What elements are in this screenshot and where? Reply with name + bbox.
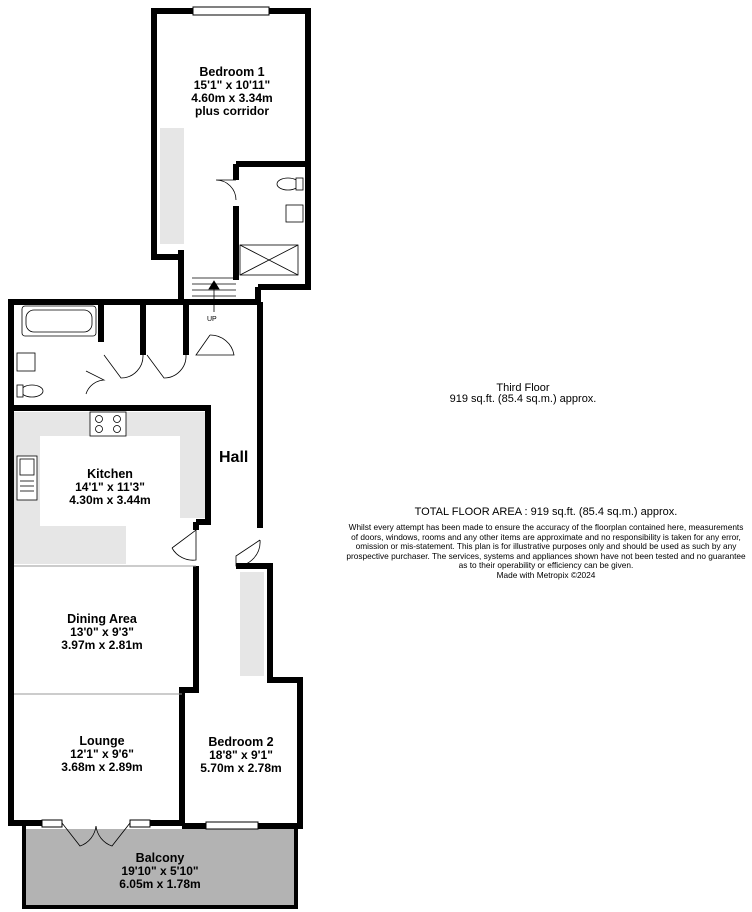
hob-icon <box>90 412 126 436</box>
total-floor-area: TOTAL FLOOR AREA : 919 sq.ft. (85.4 sq.m.) approx. <box>414 506 678 518</box>
basin-icon <box>17 353 35 371</box>
room-name: Dining Area <box>67 612 137 626</box>
stairs <box>192 278 236 312</box>
room-imperial: 14'1" x 11'3" <box>75 480 145 494</box>
room-label-hall: Hall <box>219 449 249 466</box>
room-metric: 4.60m x 3.34m <box>191 91 273 105</box>
room-imperial: 13'0" x 9'3" <box>70 625 134 639</box>
room-metric: 5.70m x 2.78m <box>200 761 282 775</box>
disclaimer-line: of doors, windows, rooms and any other items are approximate and no responsibility is taken for any error, <box>351 531 741 542</box>
room-name: Bedroom 1 <box>199 65 265 79</box>
room-label-kitchen <box>50 468 170 507</box>
room-label-dining <box>44 613 160 652</box>
room-label-balcony <box>100 852 220 891</box>
wardrobe-bedroom2 <box>240 572 264 676</box>
room-name: Lounge <box>79 734 125 748</box>
disclaimer-line: prospective purchaser. The services, systems and appliances shown have not been tested and no guarantee <box>346 550 746 561</box>
room-imperial: 15'1" x 10'11" <box>193 78 271 92</box>
room-metric: 3.97m x 2.81m <box>61 638 143 652</box>
disclaimer-line: as to their operability or efficiency can be given. <box>458 560 634 571</box>
disclaimer-line: Made with Metropix ©2024 <box>496 569 596 580</box>
floor-info <box>430 383 616 405</box>
wardrobe-bedroom1 <box>160 128 184 244</box>
room-metric: 3.68m x 2.89m <box>61 760 143 774</box>
room-imperial: 12'1" x 9'6" <box>70 747 134 761</box>
disclaimer-line: omission or mis-statement. This plan is for illustrative purposes only and should be used as such by any <box>355 541 737 552</box>
disclaimer-line: Whilst every attempt has been made to ensure the accuracy of the floorplan contained here, measurements <box>348 522 744 532</box>
toilet-icon <box>21 385 43 397</box>
room-metric: 4.30m x 3.44m <box>69 493 151 507</box>
room-imperial: 19'10" x 5'10" <box>121 864 199 878</box>
room-imperial: 18'8" x 9'1" <box>209 748 273 762</box>
room-name: Kitchen <box>87 467 133 481</box>
room-name: Balcony <box>135 851 185 865</box>
room-note: plus corridor <box>194 104 269 118</box>
room-label-bedroom1 <box>180 66 284 118</box>
floor-name: Third Floor <box>496 382 550 394</box>
room-label-bedroom2 <box>186 736 296 775</box>
room-name: Bedroom 2 <box>208 735 274 749</box>
floor-area: 919 sq.ft. (85.4 sq.m.) approx. <box>449 393 597 405</box>
room-label-lounge <box>44 735 160 774</box>
room-metric: 6.05m x 1.78m <box>119 877 201 891</box>
ensuite-basin-icon <box>286 205 303 222</box>
stairs-up-label: UP <box>207 316 217 323</box>
disclaimer <box>340 523 752 581</box>
